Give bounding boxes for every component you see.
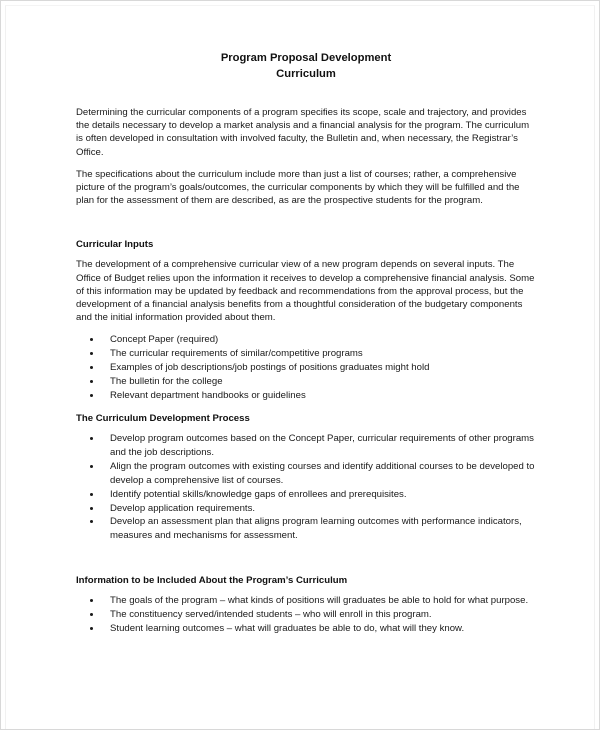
list-item: Develop an assessment plan that aligns program learning outcomes with performance indicators, measures and mechanisms for assessment. [76, 515, 536, 543]
title-line-2: Curriculum [276, 67, 336, 80]
list-item: The constituency served/intended students – who will enroll in this program. [76, 608, 536, 622]
intro-paragraph: Determining the curricular components of a program specifies its scope, scale and trajectory, and provides the details necessary to develop a market analysis and a financial analysis for the program. The curriculum is often developed in consultation with involved faculty, the Bulletin and, when necessary, the Registrar’s Office. [76, 107, 530, 158]
document-title [76, 51, 536, 82]
list-item: Examples of job descriptions/job postings of positions graduates might hold [76, 361, 536, 375]
list-item: Develop application requirements. [76, 502, 536, 516]
intro-paragraph: The specifications about the curriculum include more than just a list of courses; rather, a comprehensive picture of the program’s goals/outcomes, the curricular components by which they will be fulfilled and the plan for the assessment of them are described, as are the prospective students for the program. [76, 168, 520, 207]
curricular-inputs-list [76, 333, 536, 403]
development-process-list [76, 432, 536, 543]
list-item: Identify potential skills/knowledge gaps of enrollees and prerequisites. [76, 488, 536, 502]
list-item: The goals of the program – what kinds of positions will graduates be able to hold for what purpose. [76, 594, 536, 608]
list-item: Align the program outcomes with existing courses and identify additional courses to be developed to develop a comprehensive list of courses. [76, 460, 536, 488]
list-item: Relevant department handbooks or guidelines [76, 389, 536, 403]
document-content [76, 51, 536, 645]
title-line-1: Program Proposal Development [220, 52, 392, 64]
section-paragraph: The development of a comprehensive curricular view of a new program depends on several inputs. The Office of Budget relies upon the information it receives to develop a comprehensive financial analysis. Some of this information may be updated by feedback and recommendations from the approval process, but the development of a financial analysis benefits from a thoughtful consideration of the budgetary components and the initial information provided about them. [76, 259, 535, 324]
list-item: Concept Paper (required) [76, 333, 536, 347]
list-item: The curricular requirements of similar/competitive programs [76, 347, 536, 361]
list-item: Develop program outcomes based on the Concept Paper, curricular requirements of other programs and the job descriptions. [76, 432, 536, 460]
list-item: Student learning outcomes – what will graduates be able to do, what will they know. [76, 622, 536, 636]
section-heading-curriculum-information: Information to be Included About the Program’s Curriculum [76, 575, 348, 587]
curriculum-information-list [76, 594, 536, 636]
section-heading-development-process: The Curriculum Development Process [76, 412, 250, 424]
section-heading-curricular-inputs: Curricular Inputs [76, 239, 154, 251]
list-item: The bulletin for the college [76, 375, 536, 389]
